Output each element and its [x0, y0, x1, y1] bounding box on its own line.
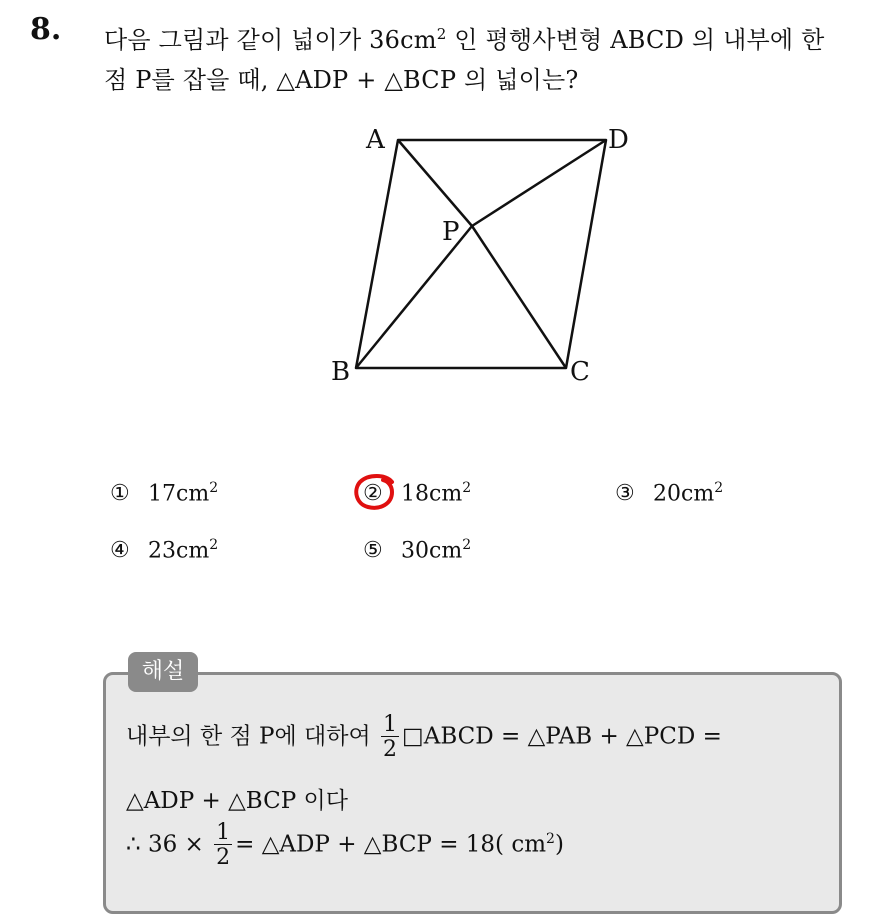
segment-pa: [398, 140, 472, 226]
choice-1[interactable]: ① $17cm^2$: [110, 480, 219, 507]
parallelogram-svg: [320, 118, 629, 388]
choice-5[interactable]: ⑤ $30cm^2$: [363, 537, 472, 564]
question-text: [104, 14, 874, 100]
question-line-1: 다음 그림과 같이 넓이가 $36cm^2$ 인 평행사변형 ABCD 의 내부에 한: [104, 25, 825, 54]
parallelogram-figure: [320, 118, 629, 388]
vertex-label-a: A: [366, 125, 385, 155]
choice-marker: ⑤: [363, 538, 383, 564]
choice-4[interactable]: ④ $23cm^2$: [110, 537, 219, 564]
choice-marker: ④: [110, 538, 130, 564]
fraction-one-half: $\frac{1}{2}$: [383, 712, 397, 762]
solution-line-1: 내부의 한 점 P에 대하여 $\frac{1}{2}$ □ABCD = △PAB + △PCD =: [126, 712, 722, 762]
answer-circle-mark: [352, 472, 400, 512]
choice-marker: ③: [615, 481, 635, 507]
question-line-2: 점 P를 잡을 때, △ADP + △BCP 의 넓이는?: [104, 66, 579, 94]
choice-marker: ①: [110, 481, 130, 507]
vertex-label-p: P: [442, 217, 460, 247]
solution-line-3: ∴ 36 × $\frac{1}{2}$ = △ADP + △BCP = 18( $cm^2$): [126, 820, 564, 870]
solution-line-2: △ADP + △BCP 이다: [126, 788, 348, 814]
segment-pd: [472, 140, 606, 226]
solution-tag: 해설: [128, 652, 198, 692]
parallelogram-abcd: [356, 140, 606, 368]
choice-marker: ②: [363, 481, 383, 507]
segment-pc: [472, 226, 566, 368]
choice-2[interactable]: ② $18cm^2$: [363, 480, 472, 507]
choice-3[interactable]: ③ $20cm^2$: [615, 480, 724, 507]
vertex-label-d: D: [608, 125, 629, 155]
segment-pb: [356, 226, 472, 368]
question-number: 8.: [30, 12, 62, 47]
vertex-label-c: C: [570, 357, 590, 387]
fraction-one-half-2: $\frac{1}{2}$: [216, 820, 231, 870]
vertex-label-b: B: [331, 357, 351, 387]
